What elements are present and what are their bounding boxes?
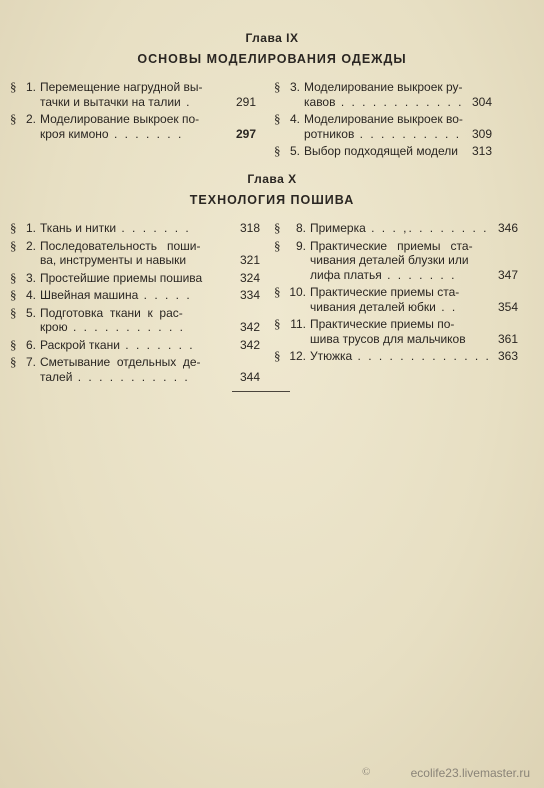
section-title-line: кавов [304, 94, 336, 109]
section-number: 6. [25, 337, 36, 352]
dot-leader: . [180, 94, 192, 109]
page-number: 344 [239, 369, 260, 384]
dot-leader: . . . . . . . [119, 337, 195, 352]
section-sign: § [10, 336, 17, 352]
page-number: 291 [235, 94, 256, 109]
section-number: 5. [25, 305, 36, 320]
section-sign: § [10, 111, 17, 126]
toc-entry [274, 144, 492, 159]
section-title-line: Швейная машина [40, 288, 139, 302]
section-sign: § [10, 79, 17, 94]
section-title-line: кроя кимоно [40, 126, 109, 141]
section-sign: § [274, 79, 281, 94]
section-title-line: лифа платья [310, 267, 382, 282]
toc-entry [274, 349, 518, 364]
section-title-line: Практические приемы ста- [310, 238, 473, 253]
section-title-line: Утюжка [310, 349, 353, 363]
chapter-9-label: Глава IX [245, 31, 299, 45]
page-number: 309 [471, 126, 492, 141]
dot-leader: . . . . . [138, 288, 192, 302]
section-sign: § [10, 220, 17, 235]
section-number: 4. [25, 288, 36, 302]
page-number: 318 [239, 221, 260, 235]
section-sign: § [274, 348, 281, 363]
section-title-line: Моделирование выкроек по- [40, 112, 200, 126]
page-number: 342 [239, 320, 260, 334]
section-title-line: шива трусов для мальчиков [310, 331, 466, 346]
section-title-line: Последовательность поши- [40, 238, 201, 253]
toc-entry [10, 338, 260, 353]
page-number: 363 [497, 349, 518, 363]
page-number: 304 [471, 94, 492, 109]
section-sign: § [10, 237, 17, 253]
toc-entry [10, 80, 256, 109]
dot-leader: . . . . . . . [108, 126, 184, 141]
section-number: 5. [289, 144, 300, 158]
section-title-line: Практические приемы ста- [310, 285, 460, 299]
section-sign: § [10, 304, 17, 320]
page-number: 334 [239, 288, 260, 302]
dot-leader: . . [435, 299, 458, 314]
page-number: 361 [497, 331, 518, 346]
section-title-line: ротников [304, 126, 355, 141]
chapter-10-title: ТЕХНОЛОГИЯ ПОШИВА [189, 193, 355, 207]
page-number: 346 [497, 221, 518, 235]
section-title-line: Примерка [310, 221, 366, 235]
dot-leader: . . . . . . . . . . . . . [352, 349, 491, 363]
page-number: 297 [235, 126, 256, 141]
section-number: 4. [289, 112, 300, 126]
toc-entry [10, 355, 260, 384]
section-sign: § [10, 269, 17, 285]
section-number: 11. [290, 317, 306, 331]
section-title-line: Практические приемы по- [310, 317, 455, 331]
section-title-line: Перемещение нагрудной вы- [40, 80, 203, 94]
section-number: 2. [25, 238, 36, 253]
toc-entry [10, 271, 260, 286]
copyright-icon: © [362, 766, 371, 778]
section-title-line: Моделирование выкроек ру- [304, 80, 463, 94]
section-sign: § [274, 237, 281, 253]
toc-entry [10, 306, 260, 335]
page-number: 354 [497, 299, 518, 314]
dot-leader: . . . . . . . [381, 267, 457, 282]
toc-entry [274, 317, 518, 346]
section-divider [232, 391, 290, 392]
section-sign: § [274, 316, 281, 331]
section-title-line: крою [40, 320, 68, 334]
toc-entry [10, 288, 260, 303]
chapter-10-label: Глава X [247, 172, 297, 186]
section-title-line: талей [40, 369, 73, 384]
toc-entry [274, 221, 518, 236]
dot-leader: . . . . . . . [116, 221, 191, 235]
section-title-line: Ткань и нитки [40, 221, 117, 235]
dot-leader: . . . . . . . . . . [354, 126, 462, 141]
section-number: 2. [25, 112, 36, 126]
section-number: 12. [289, 349, 306, 363]
page-number: 313 [471, 144, 492, 158]
section-title-line: Простейшие приемы пошива [40, 270, 203, 285]
section-number: 1. [25, 80, 36, 94]
page-number: 324 [239, 270, 260, 285]
section-title-line: чивания деталей юбки [310, 299, 436, 314]
toc-entry [274, 239, 518, 283]
section-number: 7. [25, 355, 36, 369]
section-number: 8. [295, 221, 306, 235]
page-number: 342 [239, 337, 260, 352]
section-sign: § [10, 354, 17, 369]
dot-leader: . . . . . . . . . . . [67, 320, 185, 334]
toc-entry [274, 112, 492, 141]
section-title-line: Подготовка ткани к рас- [40, 305, 183, 320]
section-number: 3. [25, 270, 36, 285]
section-number: 3. [289, 80, 300, 94]
section-title-line: тачки и вытачки на талии [40, 94, 181, 109]
section-title-line: чивания деталей блузки или [310, 253, 469, 267]
section-sign: § [274, 220, 281, 235]
dot-leader: . . . ,. . . . . . . . [365, 221, 489, 235]
section-title-line: Раскрой ткани [40, 337, 120, 352]
chapter-9-title: ОСНОВЫ МОДЕЛИРОВАНИЯ ОДЕЖДЫ [137, 52, 407, 66]
toc-entry [10, 221, 260, 236]
toc-entry [10, 112, 256, 141]
toc-entry [274, 285, 518, 314]
section-title-line: Выбор подходящей модели [304, 144, 458, 158]
section-sign: § [274, 284, 281, 299]
section-number: 1. [25, 221, 36, 235]
page-number: 347 [497, 267, 518, 282]
section-number: 10. [289, 285, 306, 299]
section-title-line: ва, инструменты и навыки [40, 253, 187, 267]
section-sign: § [274, 143, 281, 158]
page-number: 321 [239, 253, 260, 267]
section-sign: § [274, 111, 281, 126]
section-title-line: Сметывание отдельных де- [40, 355, 201, 369]
toc-entry [10, 239, 260, 268]
section-sign: § [10, 287, 17, 302]
section-title-line: Моделирование выкроек во- [304, 112, 463, 126]
section-number: 9. [295, 238, 306, 253]
dot-leader: . . . . . . . . . . . . [335, 94, 464, 109]
toc-entry [274, 80, 492, 109]
dot-leader: . . . . . . . . . . . [72, 369, 190, 384]
watermark-text: ecolife23.livemaster.ru [410, 766, 530, 780]
